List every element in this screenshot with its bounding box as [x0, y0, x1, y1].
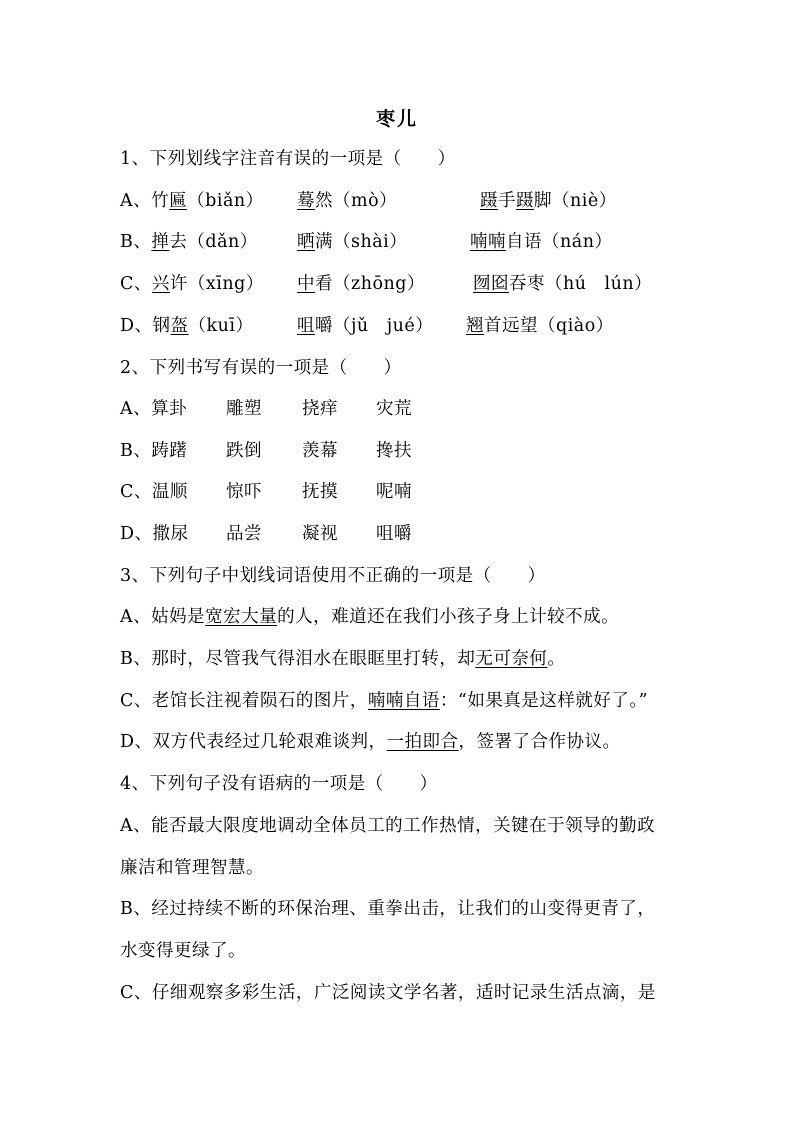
q1-option-b: B、掸去（dǎn） 晒满（shài） 喃喃自语（nán）: [120, 232, 613, 252]
q3-option-b: B、那时，尽管我气得泪水在眼眶里打转，却无可奈何。: [120, 649, 566, 669]
q1-option-a: A、竹匾（biǎn） 蓦然（mò） 蹑手蹑脚（niè）: [120, 191, 617, 211]
option-label: A、: [120, 191, 152, 211]
q1-b-item-3: 喃喃自语（nán）: [470, 232, 613, 252]
q3-stem: 3、下列句子中划线词语使用不正确的一项是（ ）: [120, 566, 546, 586]
q3-option-c: C、老馆长注视着陨石的图片，喃喃自语：“如果真是这样就好了。”: [120, 691, 649, 711]
q4-line: A、能否最大限度地调动全体员工的工作热情，关键在于领导的勤政: [120, 816, 656, 836]
underlined-char: 兴: [151, 274, 170, 294]
q1-option-d: D、钢盔（kuī） 咀嚼（jǔ jué） 翘首远望（qiào）: [120, 316, 614, 336]
underlined-phrase: 无可奈何: [475, 649, 548, 669]
underlined-phrase: 宽宏大量: [205, 607, 278, 627]
q2-option-a: A、算卦 雕塑 挠痒 灾荒: [120, 399, 412, 419]
q4-stem: 4、下列句子没有语病的一项是（ ）: [120, 774, 438, 794]
option-label: B、: [120, 232, 152, 252]
q2-option-d: D、撒尿 品尝 凝视 咀嚼: [120, 524, 412, 544]
q2-option-c: C、温顺 惊吓 抚摸 呢喃: [120, 482, 412, 502]
q4-line: 廉洁和管理智慧。: [120, 858, 264, 878]
q1-b-item-2: 晒满（shài）: [297, 232, 408, 252]
underlined-char: 盔: [170, 316, 189, 336]
q3-option-a: A、姑妈是宽宏大量的人，难道还在我们小孩子身上计较不成。: [120, 607, 620, 627]
q2-stem: 2、下列书写有误的一项是（ ）: [120, 358, 402, 378]
q1-d-item-3: 翘首远望（qiào）: [466, 316, 614, 336]
option-label: D、: [120, 316, 153, 336]
q3-option-d: D、双方代表经过几轮艰难谈判，一拍即合，签署了合作协议。: [120, 732, 621, 752]
q1-stem: 1、下列划线字注音有误的一项是（ ）: [120, 149, 456, 169]
q1-a-item-2: 蓦然（mò）: [297, 191, 398, 211]
q1-a-item-3: 蹑手蹑脚（niè）: [480, 191, 617, 211]
underlined-char: 掸: [151, 232, 170, 252]
q1-option-c: C、兴许（xīng） 中看（zhōng） 囫囵吞枣（hú lún）: [120, 274, 653, 294]
underlined-phrase: 一拍即合: [386, 732, 459, 752]
q1-d-item-2: 咀嚼（jǔ jué）: [297, 316, 434, 336]
q4-line: B、经过持续不断的环保治理、重拳出击，让我们的山变得更青了，: [120, 899, 656, 919]
q1-c-item-3: 囫囵吞枣（hú lún）: [473, 274, 653, 294]
underlined-phrase: 喃喃自语: [367, 691, 440, 711]
page-title: 枣儿: [375, 108, 418, 130]
underlined-char: 匾: [169, 191, 188, 211]
q2-option-b: B、踌躇 跌倒 羡幕 搀扶: [120, 441, 412, 461]
q4-line: C、仔细观察多彩生活，广泛阅读文学名著，适时记录生活点滴，是: [120, 983, 656, 1003]
q4-line: 水变得更绿了。: [120, 941, 246, 961]
option-label: C、: [120, 274, 152, 294]
q1-c-item-2: 中看（zhōng）: [297, 274, 425, 294]
